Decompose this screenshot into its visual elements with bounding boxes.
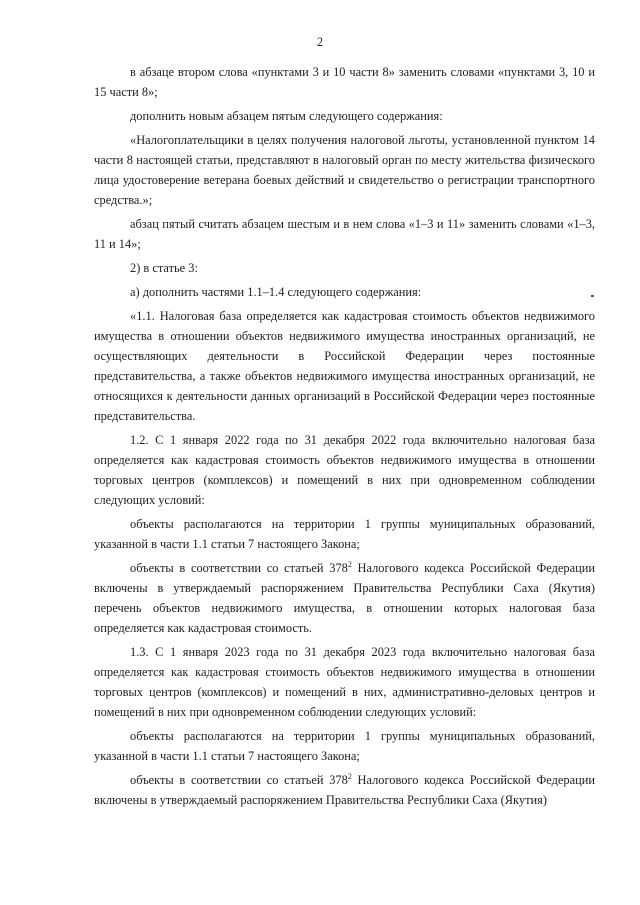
superscript: 2 [347,559,352,569]
paragraph: объекты располагаются на территории 1 группы муниципальных образований, указанной в части 1.1 статьи 7 настоящего Закона; [94,729,595,763]
paragraph-text: объекты в соответствии со статьей 378 [130,561,348,575]
paragraph: дополнить новым абзацем пятым следующего содержания: [130,109,443,123]
paragraph: абзац пятый считать абзацем шестым и в нем слова «1–3 и 11» заменить словами «1–3, 11 и 14»; [94,217,595,251]
paragraph: 1.2. С 1 января 2022 года по 31 декабря 2022 года включительно налоговая база определяется как кадастровая стоимость объектов недвижимого имущества в отношении торговых центров (комплексов) и помещений в них при одновременном соблюдении следующих условий: [94,433,595,507]
paragraph [94,558,595,638]
paragraph [94,770,595,810]
paragraph: 2) в статье 3: [130,261,198,275]
page-number: 2 [316,35,324,49]
paragraph: 1.3. С 1 января 2023 года по 31 декабря 2023 года включительно налоговая база определяется как кадастровая стоимость объектов недвижимого имущества в отношении торговых центров (комплексов) и помещений в них, административно-деловых центров и помещений в них при одновременном соблюдении следующих условий: [94,645,595,719]
paragraph: объекты располагаются на территории 1 группы муниципальных образований, указанной в части 1.1 статьи 7 настоящего Закона; [94,517,595,551]
paragraph-text: объекты в соответствии со статьей 378 [130,773,348,787]
paragraph: «1.1. Налоговая база определяется как кадастровая стоимость объектов недвижимого имущества в отношении объектов недвижимого имущества иностранных организаций, не осуществляющих деятельности в Российской Федерации через постоянные представительства, а также объектов недвижимого имущества иностранных организаций, не относящихся к деятельности данных организаций в Российской Федерации через постоянные представительства. [94,309,595,423]
paragraph: «Налогоплательщики в целях получения налоговой льготы, установленной пунктом 14 части 8 настоящей статьи, представляют в налоговый орган по месту жительства физического лица удостоверение ветерана боевых действий и свидетельство о регистрации транспортного средства.»; [94,133,595,207]
paragraph: в абзаце втором слова «пунктами 3 и 10 части 8» заменить словами «пунктами 3, 10 и 15 части 8»; [94,65,595,99]
document-body [94,62,595,814]
paragraph-text: Налогового кодекса Российской Федерации включены в утверждаемый распоряжением Правительства Республики Саха (Якутия) перечень объектов недвижимого имущества, в отношении которых налоговая база определяется как кадастровая стоимость. [94,561,595,635]
paragraph-text: Налогового кодекса Российской Федерации включены в утверждаемый распоряжением Правительства Республики Саха (Якутия) [94,773,595,807]
superscript: 2 [347,771,352,781]
paragraph: а) дополнить частями 1.1–1.4 следующего содержания: [130,285,422,299]
